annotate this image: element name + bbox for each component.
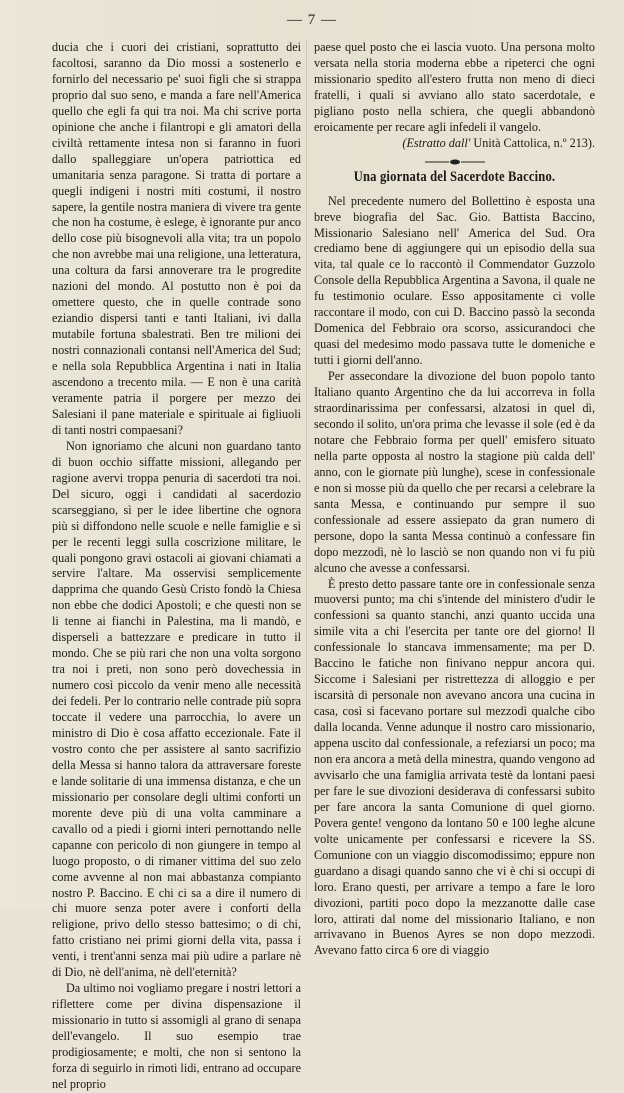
source-prefix: (Estratto dall'	[402, 135, 471, 150]
article-title: Una giornata del Sacerdote Baccino.	[353, 168, 556, 185]
ornament-rule-icon	[423, 158, 487, 166]
page-number: — 7 —	[287, 12, 337, 28]
left-paragraph-2: Non ignoriamo che alcuni non guardano tanto di buon occhio siffatte missioni, allegando per ragione avervi troppa penuria di sacerdoti tra noi. Del sicuro, oggi i candidati al sacerdozio scarseggiano, sì per le idee libertine che ognora più si diffondono nelle scuole e nelle famiglie e sì per le recenti leggi sulla coscrizione militare, le quali pongono gravi ostacoli ai giovani chiamati a servire l'altare. Ma osservisi semplicemente dapprima che quando Gesù Cristo fondò la Chiesa non ebbe che dodici Apostoli; e che questi non se li tenne ai fianchi in Palestina, ma li mandò, e disperseli a battezzare e predicare in tutto il mondo. Che se più rari che non una volta sorgono tra noi i preti, non sono però dovechessia in numero così piccolo da venir meno alle necessità dei fedeli. Per lo contrario nelle contrade più sopra toccate il vedere una parrocchia, lo avere un ministro di Dio è cosa affatto eccezionale. Fate il vostro conto che per assistere al santo sacrifizio della Messa si hanno talora da attraversare foreste e lande solitarie di una immensa distanza, e che un missionario per consolare degli ultimi conforti un morente deve più di una volta camminare a cavallo od a piedi i giorni interi pernottando nelle capanne con pericolo di non giungere in tempo al luogo proposto, o di rimaner vittima del suo zelo come avvenne al non mai abbastanza compianto nostro P. Baccino. E chi ci sa a dire il numero di chi muore senza poter avere i conforti della religione, privo dello stesso battesimo; o di chi, fatto cristiano nei primi giorni della vita, passa i venti, i trent'anni senza mai più udire a parlare nè di Dio, nè dell'anima, nè dell'eternità?	[52, 438, 301, 980]
right-intro-paragraph: paese quel posto che ei lascia vuoto. Una persona molto versata nella storia moderna ebbe a ripeterci che ogni missionario spedito all'estero frutta non meno di dieci fratelli, i quali si avviano allo stato sacerdotale, e pigliano posto nella schiera, che quegli abbandonò eroicamente per recare agli infedeli il vangelo.	[314, 40, 595, 134]
article-paragraph-2: Per assecondare la divozione del buon popolo tanto Italiano quanto Argentino che da lui accorreva in folla straordinarissima per confessarsi, alzatosi in quel dì, secondo il solito, un'ora prima che levasse il sole (ed è da notare che Febbraio forma per quell' emisfero situato nella parte opposta al nostro la stagione più calda dell' anno, con le giornate più lunghe), scese in confessionale e non si mosse più da quello che per recarsi a celebrare la santa Messa, e continuando pur sempre il suo confessionale ad essere assiepato da gran numero di persone, dopo la santa Messa continuò a confessare fin dopo mezzodì, nè lo lasciò se non quando non vi fu più alcuno che avesse a confessarsi.	[314, 369, 595, 575]
source-suffix: Unità Cattolica, n.º 213).	[470, 135, 595, 150]
article-paragraph-3: È presto detto passare tante ore in confessionale senza muoversi punto; ma chi s'intende del ministero d'udir le confessioni sa quanto stanchi, anzi quanto uccida una simile vita a chi l'esercita per tante ore del giorno! Il confessionale lo stancava immensamente; ma per D. Baccino le fatiche non finivano neppur ancora qui. Siccome i Salesiani per ristrettezza di alloggio e per iscarsità di personale non avevano ancora una cucina in casa, così si facevano portare sul mezzodì qualche cibo dalla locanda. Venne adunque il nostro caro missionario, appena uscito dal confessionale, a refeziarsi un poco; ma non era ancora a metà della minestra, quando vengono ad avvisarlo che una famiglia arrivata testè da lontani paesi per fare le sue divozioni desiderava di confessarsi subito per fare ancora la santa Comunione di quel giorno. Povera gente! vengono da lontano 50 e 100 leghe alcune volte unicamente per confessarsi e ricevere la SS. Comunione con un viaggio discomodissimo; eppure non guardano a disagi quando sanno che vi è chi si occupi di loro. Erano questi, per arrivare a tempo a fare le loro divozioni, partiti poco dopo la mezzanotte dalle case loro, attirati dal nome del missionario Italiano, e non arrivavano in Buenos Ayres se non dopo mezzodì. Avevano fatto circa 6 ore di viaggio	[314, 576, 595, 958]
ornament-divider	[420, 158, 490, 166]
left-paragraph-1: ducia che i cuori dei cristiani, soprattutto dei facoltosi, saranno da Dio mossi a sostenerlo e fornirlo del necessario pe' suoi figli che si strappa proprio dal suo seno, e manda a fare nell'America quello che egli fa qui tra noi. Ma chi scrive porta opinione che anche i filantropi e gli amatori della civiltà rettamente intesa non si faranno in fuori dallo spalleggiare un'opera patriottica ed umanitaria senza paragone. Si tratta di portare a quegli indigeni i nostri miti costumi, il nostro sapere, la gentile nostra maniera di vivere tra gente che non ha costume, è eslege, è ignorante pur anco dello cose più bisognevoli alla vita; tra un popolo che non avrebbe mai una religione, una letteratura, una coltura da farsi annoverare tra le progredite nazioni del mondo. Al postutto non è poi da ometterе questo, che in quelle contrade sono eziandio dispersi tanti e tanti Italiani, ivi dalla mutabile fortuna sbalestrati. Ben tre milioni dei nostri connazionali contansi nell'America del Sud; e nella sola Repubblica Argentina i nati in Italia ascendono a trecento mila. — E non è una carità veramente patria il porgere per mezzo dei Salesiani il pane materiale e spirituale ai figliuoli di tanti nostri compaesani?	[52, 40, 301, 437]
left-column	[52, 40, 301, 1091]
left-paragraph-3: Da ultimo noi vogliamo pregare i nostri lettori a riflettere come per divina dispensazione il missionario in tutto si assomigli al grano di senapa dell'evangelo. Il suo esempio trae prodigiosamente; e molti, che non si sentono la forza di seguirlo in rimoti lidi, entrano ad occupare nel proprio	[52, 981, 301, 1091]
article-paragraph-1: Nel precedente numero del Bollettino è esposta una breve biografia del Sac. Gio. Battista Baccino, Missionario Salesiano nell' America del Sud. Ora crediamo bene di aggiungere qui un episodio della sua vita, tal quale ce lo raccontò il Commendator Guzzolo Console della Repubblica Argentina a Savona, il quale ne fu testimonio oculare. Esso appositamente ci volle raccontare il modo, con cui D. Baccino passò la seconda Domenica del Febbraio ora scorso, assicurandoci che quasi del medesimo modo passava tutte le domeniche e tutti i giorni dell'anno.	[314, 193, 595, 368]
source-citation	[314, 136, 595, 152]
right-column	[314, 40, 595, 958]
column-divider	[306, 40, 307, 900]
